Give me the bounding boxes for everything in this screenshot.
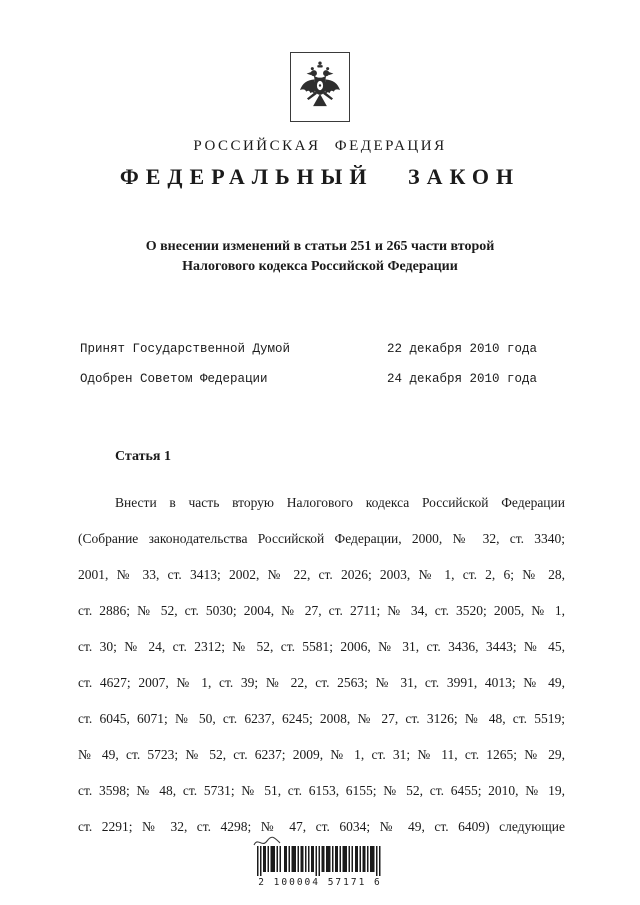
body-line: ст. 4627; 2007, № 1, ст. 39; № 22, ст. 2563; № 31, ст. 3991, 4013; № 49,: [78, 675, 565, 690]
adoption-block: [80, 334, 537, 394]
article-heading: Статья 1: [115, 449, 171, 464]
adoption-row: [80, 364, 537, 394]
body-line: Внести в часть вторую Налогового кодекса Российской Федерации: [115, 495, 565, 510]
adopted-label: Принят Государственной Думой: [80, 342, 291, 356]
body-line: ст. 3598; № 48, ст. 5731; № 51, ст. 6153, 6155; № 52, ст. 6455; 2010, № 19,: [78, 783, 565, 798]
doc-title: [0, 237, 640, 277]
body-paragraph: [78, 485, 565, 845]
body-line: ст. 2291; № 32, ст. 4298; № 47, ст. 6034; № 49, ст. 6409) следующие: [78, 819, 565, 834]
country-heading: РОССИЙСКАЯ ФЕДЕРАЦИЯ: [193, 138, 447, 154]
doc-type-heading: ФЕДЕРАЛЬНЫЙ ЗАКОН: [119, 164, 521, 189]
doc-title-line: Налогового кодекса Российской Федерации: [182, 259, 458, 274]
coat-of-arms-box: [290, 52, 350, 122]
barcode: [0, 846, 640, 888]
double-headed-eagle-icon: [297, 58, 343, 116]
adopted-date: 22 декабря 2010 года: [386, 342, 537, 356]
body-line: 2001, № 33, ст. 3413; 2002, № 22, ст. 2026; 2003, № 1, ст. 2, 6; № 28,: [78, 567, 565, 582]
body-line: (Собрание законодательства Российской Федерации, 2000, № 32, ст. 3340;: [78, 531, 565, 546]
approved-date: 24 декабря 2010 года: [386, 372, 537, 386]
adoption-row: [80, 334, 537, 364]
barcode-bars-icon: [257, 846, 383, 876]
body-line: ст. 6045, 6071; № 50, ст. 6237, 6245; 2008, № 27, ст. 3126; № 48, ст. 5519;: [78, 711, 565, 726]
approved-label: Одобрен Советом Федерации: [80, 372, 268, 386]
body-line: ст. 2886; № 52, ст. 5030; 2004, № 27, ст. 2711; № 34, ст. 3520; 2005, № 1,: [78, 603, 565, 618]
barcode-number: 2 100004 57171 6: [258, 877, 382, 888]
body-line: ст. 30; № 24, ст. 2312; № 52, ст. 5581; 2006, № 31, ст. 3436, 3443; № 45,: [78, 639, 565, 654]
doc-title-line: О внесении изменений в статьи 251 и 265 части второй: [145, 239, 495, 254]
signature-mark: [252, 835, 282, 849]
body-line: № 49, ст. 5723; № 52, ст. 6237; 2009, № 1, ст. 31; № 11, ст. 1265; № 29,: [78, 747, 565, 762]
